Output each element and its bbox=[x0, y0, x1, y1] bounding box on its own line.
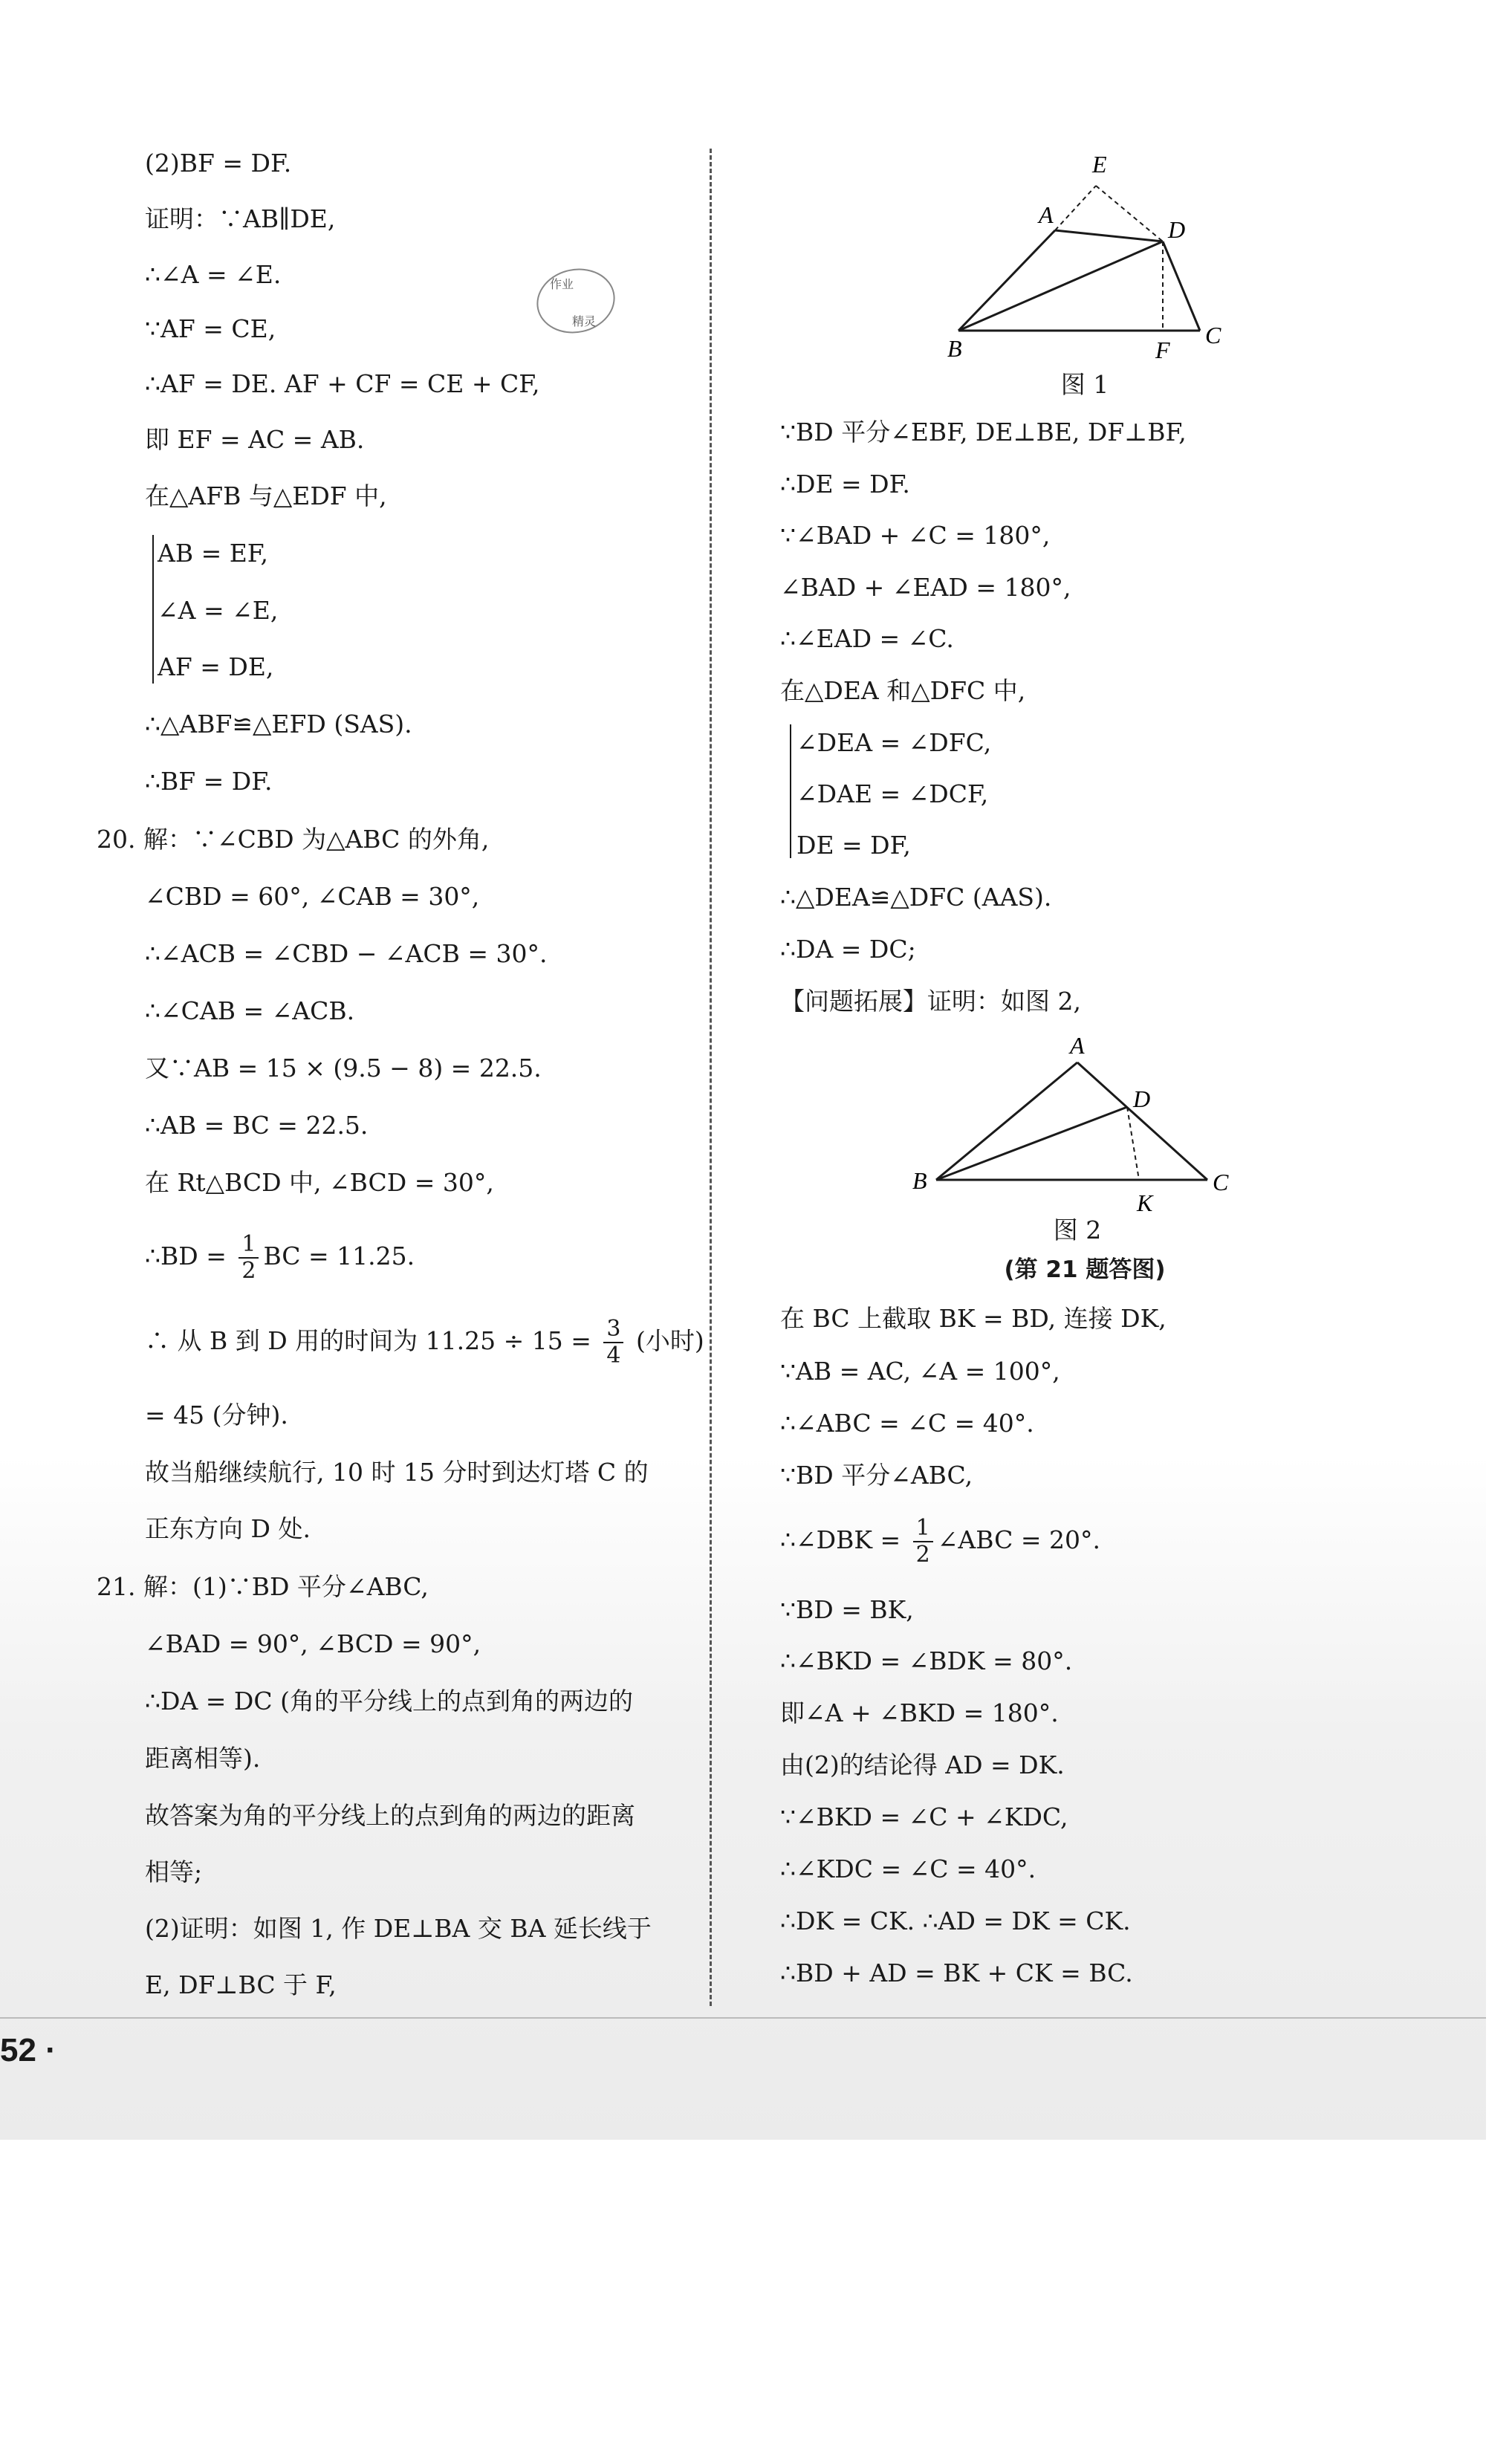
text-line: ∠BAD = 90°, ∠BCD = 90°, bbox=[145, 1629, 481, 1658]
text-line: ∴BD + AD = BK + CK = BC. bbox=[780, 1958, 1133, 1987]
answer-figure-caption: (第 21 题答图) bbox=[1004, 1256, 1166, 1283]
column-divider bbox=[710, 149, 712, 2006]
fraction bbox=[603, 1317, 623, 1369]
label-E: E bbox=[1092, 151, 1107, 178]
text-line: 相等; bbox=[145, 1857, 203, 1886]
text-segment: (小时) bbox=[628, 1326, 704, 1355]
text-segment: BC = 11.25. bbox=[263, 1242, 415, 1270]
segment-AC bbox=[1077, 1062, 1207, 1180]
fraction-line-bd bbox=[145, 1232, 415, 1284]
page-number: 52 · bbox=[0, 2032, 56, 2068]
text-line: ∵AF = CE, bbox=[145, 314, 276, 343]
text-line: AF = DE, bbox=[158, 652, 274, 681]
text-line: ∠BAD + ∠EAD = 180°, bbox=[780, 573, 1071, 602]
system-brace bbox=[152, 535, 154, 684]
text-line: (2)BF = DF. bbox=[145, 149, 292, 178]
text-line: 在△DEA 和△DFC 中, bbox=[780, 676, 1026, 705]
fraction bbox=[239, 1232, 259, 1284]
text-line: 即 EF = AC = AB. bbox=[145, 425, 365, 454]
text-line: 正东方向 D 处. bbox=[145, 1514, 311, 1543]
homework-stamp bbox=[531, 260, 620, 342]
text-line: ∴∠BKD = ∠BDK = 80°. bbox=[780, 1646, 1073, 1675]
denominator: 2 bbox=[915, 1542, 930, 1568]
text-line: ∵∠BAD + ∠C = 180°, bbox=[780, 521, 1051, 550]
text-line: ∴DA = DC (角的平分线上的点到角的两边的 bbox=[145, 1687, 633, 1716]
text-line: ∠A = ∠E, bbox=[158, 596, 279, 625]
segment-AD bbox=[1055, 230, 1163, 241]
text-line: 证明：∵AB∥DE, bbox=[145, 204, 336, 233]
text-line: ∴∠CAB = ∠ACB. bbox=[145, 996, 355, 1025]
text-line: ∴DA = DC; bbox=[780, 935, 916, 964]
text-line: ∴∠KDC = ∠C = 40°. bbox=[780, 1854, 1036, 1883]
text-segment: ∴∠DBK = bbox=[780, 1525, 909, 1554]
segment-ED bbox=[1096, 186, 1163, 241]
label-K: K bbox=[1137, 1189, 1153, 1216]
figure-2 bbox=[906, 1033, 1256, 1226]
label-D: D bbox=[1133, 1085, 1151, 1112]
fraction-line-dbk bbox=[780, 1516, 1100, 1568]
figure-2-caption: 图 2 bbox=[1053, 1215, 1102, 1244]
text-line: 由(2)的结论得 AD = DK. bbox=[780, 1750, 1065, 1779]
text-line: 20. 解：∵∠CBD 为△ABC 的外角, bbox=[97, 825, 490, 854]
text-line: 在 Rt△BCD 中, ∠BCD = 30°, bbox=[145, 1168, 494, 1197]
text-line: 即∠A + ∠BKD = 180°. bbox=[780, 1698, 1059, 1727]
text-line: ∴BF = DF. bbox=[145, 767, 273, 796]
text-line: = 45 (分钟). bbox=[145, 1400, 288, 1429]
text-line: 在 BC 上截取 BK = BD, 连接 DK, bbox=[780, 1304, 1167, 1333]
text-line: ∴∠EAD = ∠C. bbox=[780, 624, 954, 653]
text-line: ∴DK = CK. ∴AD = DK = CK. bbox=[780, 1906, 1131, 1935]
label-B: B bbox=[912, 1167, 927, 1194]
text-line: ∵BD 平分∠EBF, DE⊥BE, DF⊥BF, bbox=[780, 418, 1187, 447]
text-line: (2)证明：如图 1, 作 DE⊥BA 交 BA 延长线于 bbox=[145, 1914, 652, 1943]
numerator: 1 bbox=[913, 1516, 933, 1542]
label-C: C bbox=[1213, 1169, 1229, 1195]
text-line: ∴△ABF≌△EFD (SAS). bbox=[145, 710, 412, 739]
text-line: ∴∠ACB = ∠CBD − ∠ACB = 30°. bbox=[145, 939, 548, 968]
segment-BA bbox=[936, 1062, 1077, 1180]
numerator: 1 bbox=[239, 1232, 259, 1259]
text-line: E, DF⊥BC 于 F, bbox=[145, 1970, 337, 1999]
text-line: ∴AB = BC = 22.5. bbox=[145, 1111, 369, 1140]
text-line: ∴∠ABC = ∠C = 40°. bbox=[780, 1409, 1034, 1438]
text-segment: ∴ 从 B 到 D 用的时间为 11.25 ÷ 15 = bbox=[145, 1326, 600, 1355]
scan-shading bbox=[0, 1456, 1486, 2140]
text-line: 距离相等). bbox=[145, 1744, 261, 1773]
text-line: ∠CBD = 60°, ∠CAB = 30°, bbox=[145, 882, 480, 911]
label-C: C bbox=[1205, 322, 1221, 348]
label-D: D bbox=[1168, 216, 1186, 243]
stamp-top-text: 作业 bbox=[550, 277, 574, 291]
segment-BD bbox=[958, 241, 1163, 331]
text-line: DE = DF, bbox=[796, 831, 911, 860]
footer-rule bbox=[0, 2017, 1486, 2019]
fraction-line-time bbox=[145, 1317, 704, 1369]
text-segment: ∠ABC = 20°. bbox=[937, 1525, 1100, 1554]
text-line: ∠DAE = ∠DCF, bbox=[796, 779, 989, 808]
segment-BD bbox=[936, 1107, 1127, 1180]
label-B: B bbox=[947, 335, 962, 362]
label-A: A bbox=[1039, 201, 1054, 228]
text-line: ∵∠BKD = ∠C + ∠KDC, bbox=[780, 1802, 1068, 1831]
segment-AE bbox=[1055, 186, 1096, 230]
segment-DC bbox=[1163, 241, 1200, 331]
text-line: ∴DE = DF. bbox=[780, 470, 910, 499]
text-line: ∴AF = DE. AF + CF = CE + CF, bbox=[145, 369, 540, 398]
text-line: 又∵AB = 15 × (9.5 − 8) = 22.5. bbox=[145, 1054, 542, 1083]
text-line: 故当船继续航行, 10 时 15 分时到达灯塔 C 的 bbox=[145, 1458, 649, 1487]
figure-1 bbox=[936, 149, 1256, 364]
text-line: 在△AFB 与△EDF 中, bbox=[145, 481, 387, 510]
system-brace bbox=[790, 724, 791, 858]
stamp-shape bbox=[531, 260, 620, 342]
text-line: ∴∠A = ∠E. bbox=[145, 260, 282, 289]
label-F: F bbox=[1155, 337, 1170, 363]
text-line: ∴△DEA≌△DFC (AAS). bbox=[780, 883, 1052, 912]
text-line: 【问题拓展】证明：如图 2, bbox=[780, 987, 1081, 1016]
text-line: 21. 解：(1)∵BD 平分∠ABC, bbox=[97, 1572, 429, 1601]
fraction bbox=[913, 1516, 933, 1568]
text-line: 故答案为角的平分线上的点到角的两边的距离 bbox=[145, 1801, 635, 1830]
text-line: ∠DEA = ∠DFC, bbox=[796, 728, 992, 757]
stamp-bottom-text: 精灵 bbox=[572, 314, 597, 328]
text-line: AB = EF, bbox=[158, 539, 269, 568]
figure-1-caption: 图 1 bbox=[1060, 370, 1109, 399]
denominator: 4 bbox=[606, 1343, 621, 1369]
label-A: A bbox=[1070, 1033, 1085, 1059]
segment-BA bbox=[958, 230, 1055, 331]
numerator: 3 bbox=[603, 1317, 623, 1343]
denominator: 2 bbox=[241, 1258, 256, 1284]
text-line: ∵BD 平分∠ABC, bbox=[780, 1461, 973, 1490]
text-line: ∵BD = BK, bbox=[780, 1595, 914, 1624]
text-segment: ∴BD = bbox=[145, 1242, 235, 1270]
text-line: ∵AB = AC, ∠A = 100°, bbox=[780, 1357, 1060, 1386]
